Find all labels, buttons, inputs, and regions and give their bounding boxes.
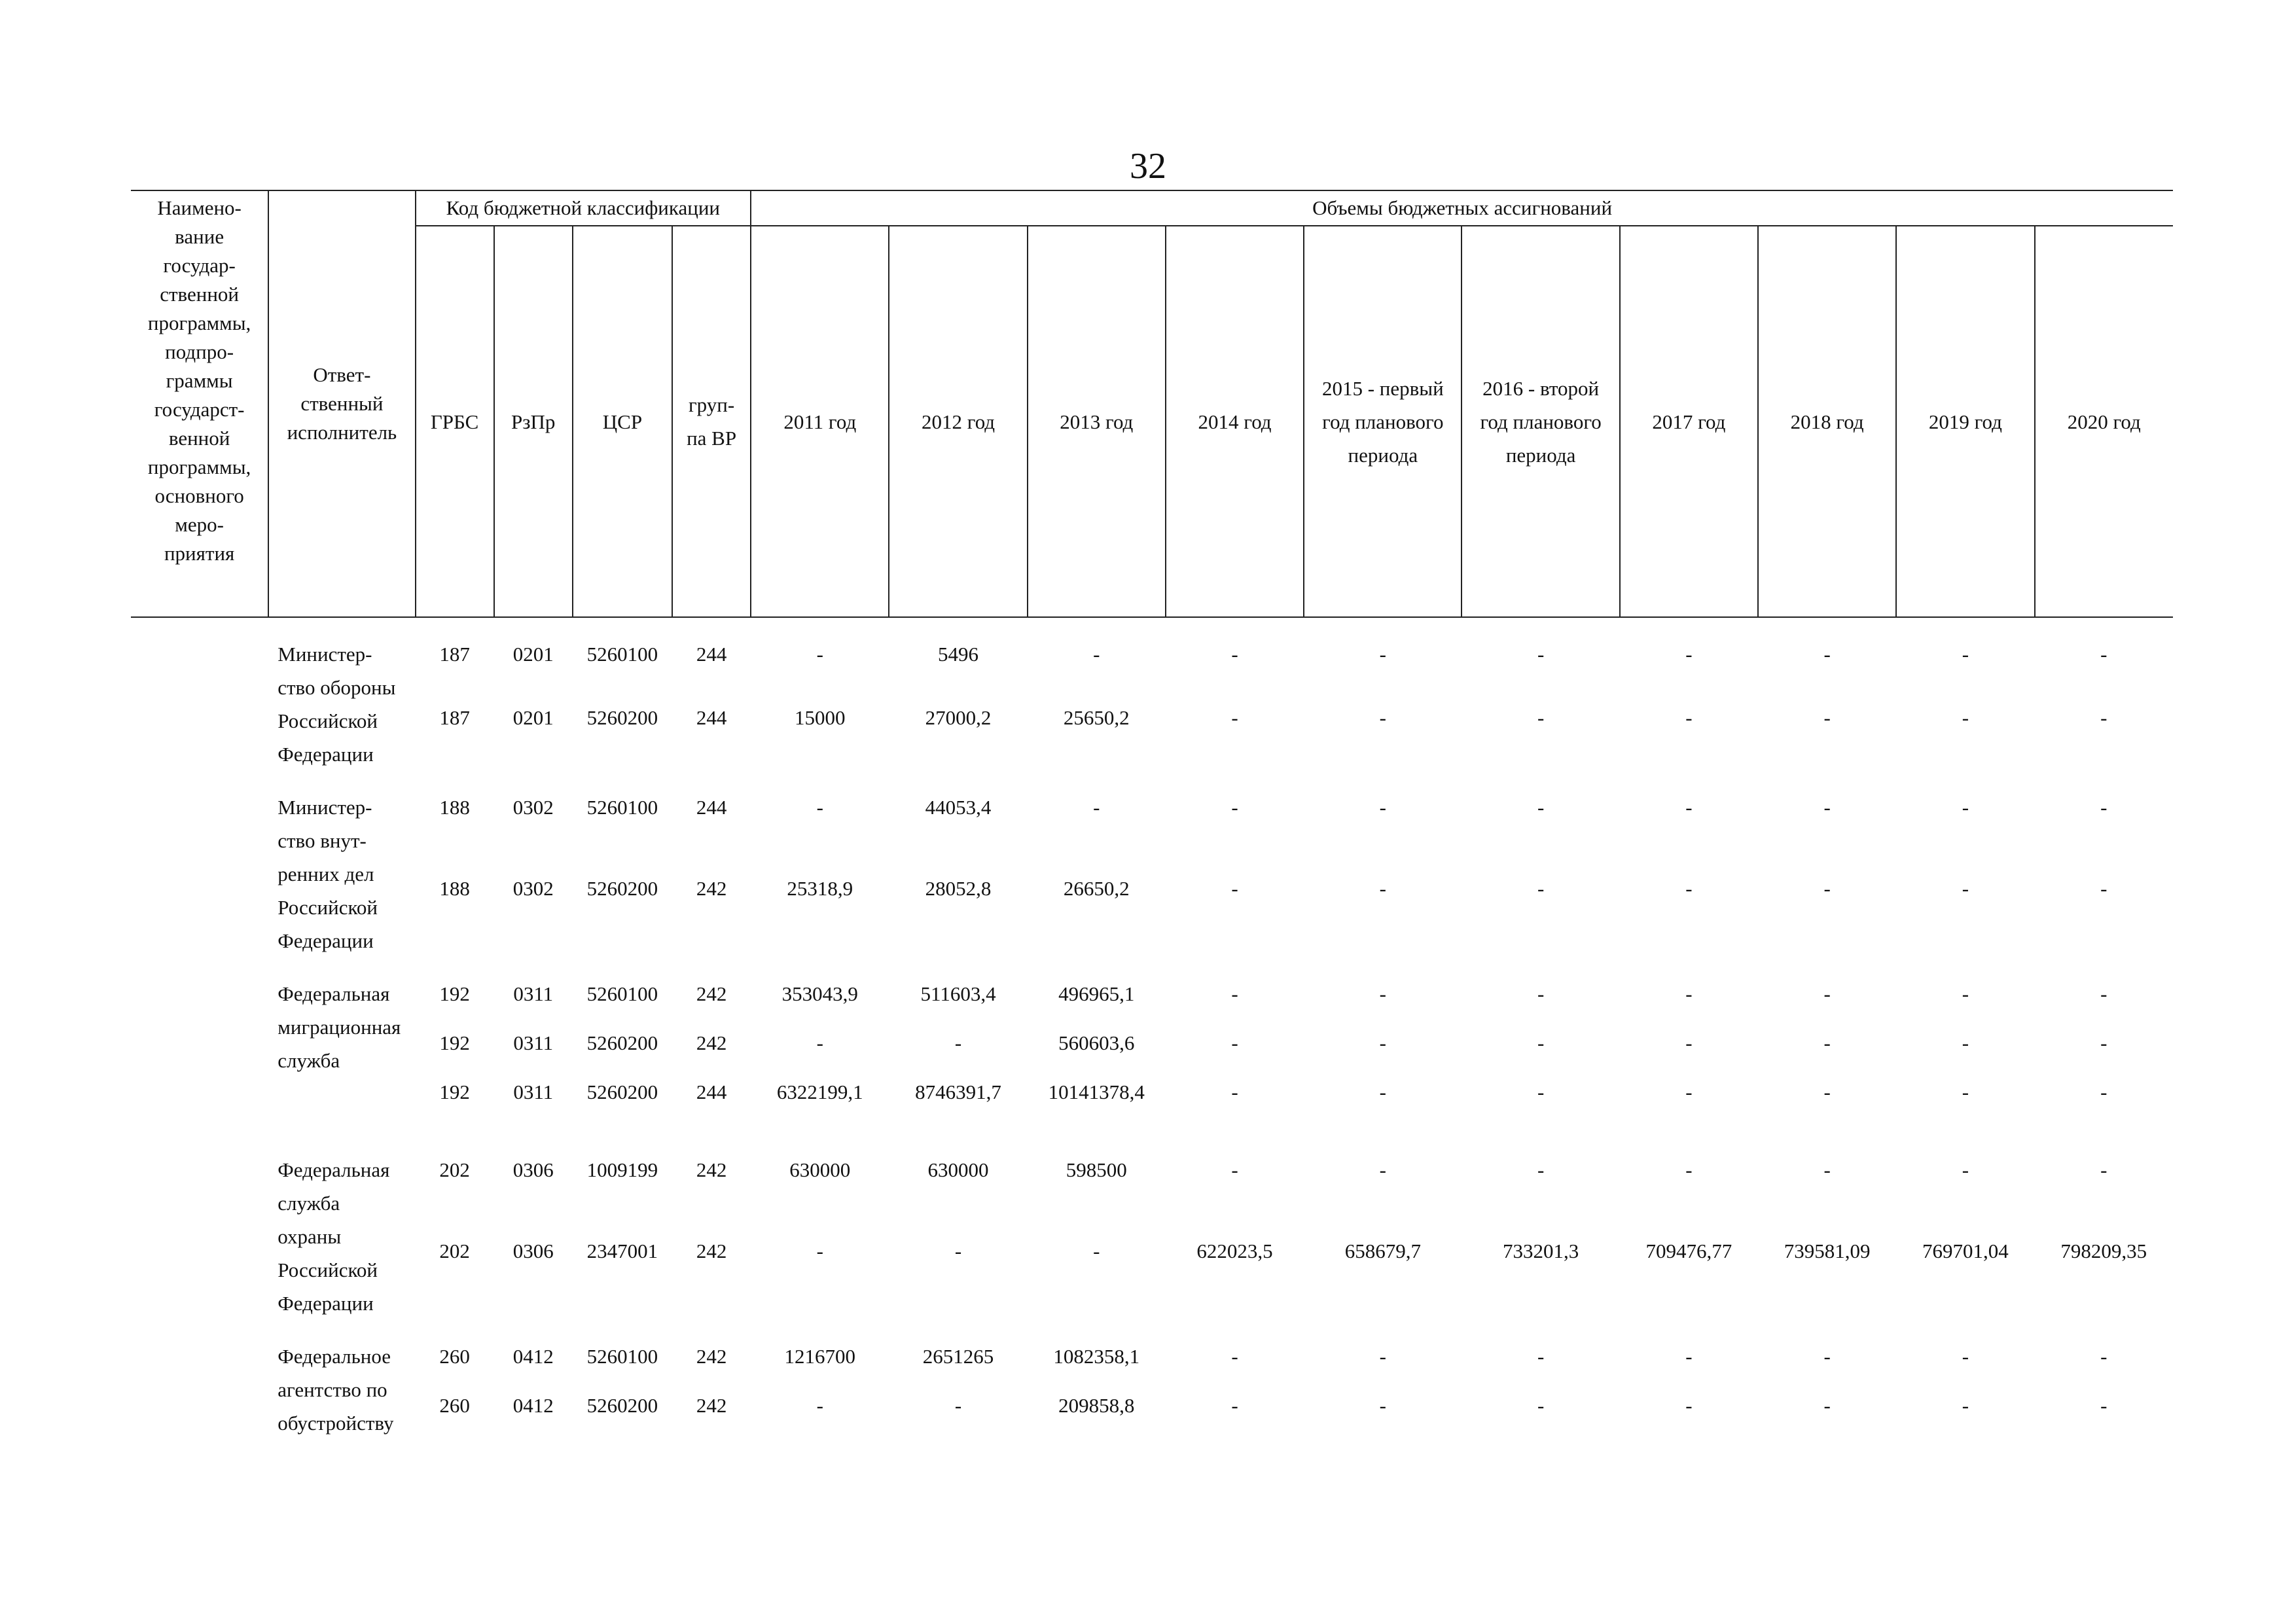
value-cell-2013: - — [1093, 643, 1100, 666]
executor-header-text: Ответ- ственный исполнитель — [287, 363, 397, 444]
program-name-cell — [131, 1133, 268, 1320]
value-cell-2019: - — [1962, 1080, 1969, 1103]
csr-cell: 5260200 — [586, 705, 658, 729]
grbs-cell: 188 — [439, 796, 470, 819]
value-cell-2019: - — [1962, 796, 1969, 819]
table-row — [131, 872, 2173, 957]
value-cell-2013: 1082358,1 — [1053, 1345, 1140, 1368]
rzpr-cell: 0302 — [512, 796, 554, 819]
value-cell-2014: - — [1231, 1031, 1238, 1054]
value-cell-2015: - — [1379, 1031, 1386, 1054]
csr-cell: 5260200 — [586, 1394, 658, 1417]
value-cell-2011: - — [816, 1394, 823, 1417]
grbs-cell: 260 — [439, 1345, 470, 1368]
rzpr-cell: 0306 — [512, 1158, 554, 1181]
value-cell-2017: - — [1685, 1345, 1693, 1368]
year-header-2012: 2012 год — [889, 226, 1027, 617]
value-cell-2019: - — [1962, 705, 1969, 729]
value-cell-2012: 8746391,7 — [915, 1080, 1001, 1103]
value-cell-2015: - — [1379, 643, 1386, 666]
program-name-cell — [131, 1320, 268, 1447]
value-cell-2011: 25318,9 — [787, 877, 853, 901]
value-cell-2016: - — [1537, 1345, 1545, 1368]
grbs-cell: 187 — [439, 705, 470, 729]
grbs-cell: 187 — [439, 643, 470, 666]
value-cell-2014: - — [1231, 1080, 1238, 1103]
table-row — [131, 617, 2173, 701]
csr-cell: 5260100 — [586, 982, 658, 1005]
table-row — [131, 957, 2173, 1026]
value-cell-2013: - — [1093, 1240, 1100, 1263]
table-row — [131, 1133, 2173, 1234]
executor-cell: Федеральная миграционная служба — [278, 982, 401, 1072]
value-cell-2017: - — [1685, 1158, 1693, 1181]
value-cell-2017: - — [1685, 1031, 1693, 1054]
value-cell-2013: 26650,2 — [1063, 877, 1130, 901]
value-cell-2016: - — [1537, 796, 1545, 819]
csr-cell: 5260100 — [586, 1345, 658, 1368]
value-cell-2015: - — [1379, 1158, 1386, 1181]
table-row — [131, 1075, 2173, 1133]
table-row — [131, 1320, 2173, 1389]
program-name-cell — [131, 771, 268, 957]
value-cell-2018: - — [1823, 1031, 1831, 1054]
year-header-2011: 2011 год — [751, 226, 889, 617]
value-cell-2020: 798209,35 — [2060, 1240, 2147, 1263]
value-cell-2020: - — [2100, 1345, 2108, 1368]
value-cell-2013: 10141378,4 — [1048, 1080, 1145, 1103]
csr-cell: 5260100 — [586, 643, 658, 666]
value-cell-2011: 15000 — [795, 705, 846, 729]
value-cell-2011: - — [816, 643, 823, 666]
value-cell-2016: - — [1537, 705, 1545, 729]
rzpr-cell: 0306 — [512, 1240, 554, 1263]
value-cell-2012: - — [954, 1031, 962, 1054]
value-cell-2017: - — [1685, 705, 1693, 729]
year-header-2015: 2015 - первый год планового периода — [1304, 226, 1462, 617]
csr-cell: 2347001 — [586, 1240, 658, 1263]
value-cell-2020: - — [2100, 1394, 2108, 1417]
vr-cell: 242 — [696, 1345, 727, 1368]
value-cell-2011: - — [816, 1031, 823, 1054]
year-header-2020: 2020 год — [2035, 226, 2173, 617]
value-cell-2020: - — [2100, 1158, 2108, 1181]
value-cell-2015: - — [1379, 1080, 1386, 1103]
executor-cell: Министер- ство внут- ренних дел Российской Федерации — [278, 796, 378, 952]
value-cell-2019: - — [1962, 982, 1969, 1005]
value-cell-2019: - — [1962, 1158, 1969, 1181]
csr-cell: 5260200 — [586, 877, 658, 901]
value-cell-2015: - — [1379, 796, 1386, 819]
value-cell-2015: - — [1379, 1394, 1386, 1417]
rzpr-cell: 0201 — [512, 643, 554, 666]
value-cell-2012: - — [954, 1394, 962, 1417]
value-cell-2020: - — [2100, 796, 2108, 819]
value-cell-2018: - — [1823, 982, 1831, 1005]
value-cell-2020: - — [2100, 643, 2108, 666]
value-cell-2013: 496965,1 — [1058, 982, 1135, 1005]
value-cell-2014: - — [1231, 705, 1238, 729]
value-cell-2015: - — [1379, 705, 1386, 729]
value-cell-2012: - — [954, 1240, 962, 1263]
value-cell-2020: - — [2100, 982, 2108, 1005]
value-cell-2014: - — [1231, 796, 1238, 819]
value-cell-2011: 6322199,1 — [776, 1080, 863, 1103]
value-cell-2018: - — [1823, 1345, 1831, 1368]
year-header-2016: 2016 - второй год планового периода — [1462, 226, 1619, 617]
value-cell-2014: - — [1231, 1394, 1238, 1417]
csr-cell: 1009199 — [586, 1158, 658, 1181]
value-cell-2017: - — [1685, 982, 1693, 1005]
vr-cell: 244 — [696, 705, 727, 729]
value-cell-2014: - — [1231, 1158, 1238, 1181]
year-header-2013: 2013 год — [1028, 226, 1166, 617]
value-cell-2016: - — [1537, 1394, 1545, 1417]
value-cell-2011: - — [816, 1240, 823, 1263]
value-cell-2018: - — [1823, 705, 1831, 729]
year-header-2019: 2019 год — [1896, 226, 2034, 617]
rzpr-cell: 0201 — [512, 705, 554, 729]
table-body — [131, 617, 2173, 1447]
value-cell-2012: 511603,4 — [920, 982, 996, 1005]
table-row — [131, 1026, 2173, 1075]
value-cell-2014: - — [1231, 1345, 1238, 1368]
vr-header: груп- па ВР — [672, 226, 751, 617]
vr-cell: 242 — [696, 982, 727, 1005]
value-cell-2013: 25650,2 — [1063, 705, 1130, 729]
value-cell-2011: - — [816, 796, 823, 819]
value-cell-2018: - — [1823, 796, 1831, 819]
vr-cell: 242 — [696, 1240, 727, 1263]
vr-cell: 244 — [696, 1080, 727, 1103]
value-cell-2020: - — [2100, 1031, 2108, 1054]
vr-cell: 242 — [696, 1158, 727, 1181]
value-cell-2018: - — [1823, 1080, 1831, 1103]
value-cell-2020: - — [2100, 705, 2108, 729]
year-header-2014: 2014 год — [1166, 226, 1304, 617]
rzpr-cell: 0311 — [513, 1031, 554, 1054]
rzpr-cell: 0311 — [513, 982, 554, 1005]
executor-cell: Федеральное агентство по обустройству — [278, 1345, 394, 1435]
value-cell-2014: - — [1231, 877, 1238, 901]
value-cell-2019: - — [1962, 1394, 1969, 1417]
csr-cell: 5260100 — [586, 796, 658, 819]
table-header — [131, 190, 2173, 617]
year-header-2018: 2018 год — [1758, 226, 1896, 617]
value-cell-2020: - — [2100, 877, 2108, 901]
rzpr-cell: 0311 — [513, 1080, 554, 1103]
grbs-cell: 202 — [439, 1240, 470, 1263]
table-row — [131, 1234, 2173, 1320]
value-cell-2017: - — [1685, 877, 1693, 901]
value-cell-2019: - — [1962, 1031, 1969, 1054]
rzpr-header: РзПр — [494, 226, 573, 617]
allocations-group-header: Объемы бюджетных ассигнований — [751, 190, 2173, 226]
program-name-cell — [131, 617, 268, 771]
value-cell-2012: 2651265 — [922, 1345, 994, 1368]
value-cell-2016: - — [1537, 1031, 1545, 1054]
value-cell-2014: - — [1231, 643, 1238, 666]
grbs-cell: 260 — [439, 1394, 470, 1417]
value-cell-2019: - — [1962, 1345, 1969, 1368]
page-number: 32 — [1130, 146, 1166, 187]
executor-header — [268, 190, 415, 617]
value-cell-2014: 622023,5 — [1196, 1240, 1273, 1263]
grbs-cell: 192 — [439, 982, 470, 1005]
table-row — [131, 1389, 2173, 1447]
value-cell-2018: - — [1823, 877, 1831, 901]
vr-cell: 242 — [696, 1394, 727, 1417]
value-cell-2015: - — [1379, 982, 1386, 1005]
value-cell-2017: 709476,77 — [1645, 1240, 1732, 1263]
value-cell-2013: 209858,8 — [1058, 1394, 1135, 1417]
value-cell-2018: 739581,09 — [1784, 1240, 1871, 1263]
vr-cell: 242 — [696, 1031, 727, 1054]
classification-group-header: Код бюджетной классификации — [416, 190, 751, 226]
grbs-cell: 192 — [439, 1080, 470, 1103]
value-cell-2016: - — [1537, 1080, 1545, 1103]
rzpr-cell: 0412 — [512, 1345, 554, 1368]
value-cell-2017: - — [1685, 796, 1693, 819]
value-cell-2020: - — [2100, 1080, 2108, 1103]
value-cell-2013: 560603,6 — [1058, 1031, 1135, 1054]
table-row — [131, 701, 2173, 771]
vr-cell: 244 — [696, 643, 727, 666]
csr-header: ЦСР — [573, 226, 672, 617]
value-cell-2018: - — [1823, 1158, 1831, 1181]
value-cell-2019: - — [1962, 643, 1969, 666]
value-cell-2016: - — [1537, 643, 1545, 666]
value-cell-2013: 598500 — [1066, 1158, 1127, 1181]
value-cell-2012: 44053,4 — [925, 796, 992, 819]
grbs-cell: 192 — [439, 1031, 470, 1054]
value-cell-2015: 658679,7 — [1344, 1240, 1421, 1263]
table-row — [131, 771, 2173, 872]
value-cell-2012: 630000 — [927, 1158, 989, 1181]
value-cell-2017: - — [1685, 643, 1693, 666]
value-cell-2011: 630000 — [789, 1158, 851, 1181]
value-cell-2011: 353043,9 — [781, 982, 858, 1005]
value-cell-2016: - — [1537, 877, 1545, 901]
budget-allocation-table — [131, 190, 2173, 1447]
csr-cell: 5260200 — [586, 1031, 658, 1054]
vr-cell: 244 — [696, 796, 727, 819]
value-cell-2015: - — [1379, 1345, 1386, 1368]
executor-cell: Министер- ство обороны Российской Федерации — [278, 643, 396, 766]
value-cell-2012: 28052,8 — [925, 877, 992, 901]
value-cell-2017: - — [1685, 1080, 1693, 1103]
executor-cell: Федеральная служба охраны Российской Федерации — [278, 1158, 390, 1315]
year-header-2017: 2017 год — [1620, 226, 1758, 617]
grbs-cell: 188 — [439, 877, 470, 901]
value-cell-2019: 769701,04 — [1922, 1240, 2009, 1263]
csr-cell: 5260200 — [586, 1080, 658, 1103]
rzpr-cell: 0412 — [512, 1394, 554, 1417]
value-cell-2014: - — [1231, 982, 1238, 1005]
value-cell-2017: - — [1685, 1394, 1693, 1417]
value-cell-2016: - — [1537, 982, 1545, 1005]
value-cell-2019: - — [1962, 877, 1969, 901]
value-cell-2018: - — [1823, 1394, 1831, 1417]
value-cell-2015: - — [1379, 877, 1386, 901]
program-name-header-text: Наимено- вание государ- ственной программы, подпро- граммы государст- венной программы, основного меро- приятия — [147, 196, 251, 565]
rzpr-cell: 0302 — [512, 877, 554, 901]
value-cell-2012: 5496 — [938, 643, 979, 666]
value-cell-2013: - — [1093, 796, 1100, 819]
program-name-cell — [131, 957, 268, 1133]
grbs-header: ГРБС — [416, 226, 494, 617]
grbs-cell: 202 — [439, 1158, 470, 1181]
vr-cell: 242 — [696, 877, 727, 901]
value-cell-2016: 733201,3 — [1502, 1240, 1579, 1263]
value-cell-2018: - — [1823, 643, 1831, 666]
value-cell-2016: - — [1537, 1158, 1545, 1181]
program-name-header — [131, 190, 268, 617]
value-cell-2012: 27000,2 — [925, 705, 992, 729]
value-cell-2011: 1216700 — [784, 1345, 856, 1368]
